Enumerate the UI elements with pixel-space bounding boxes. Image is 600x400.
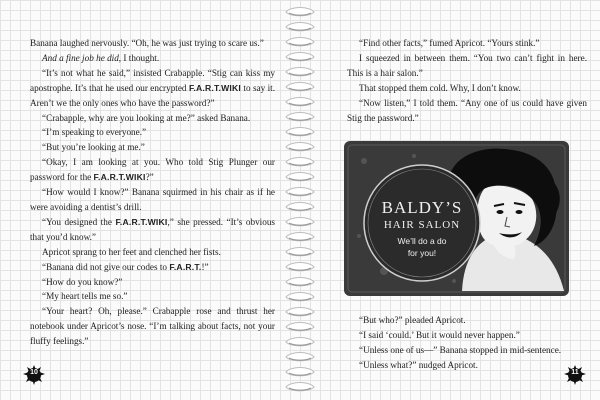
text-run: “Your heart? Oh, please.” Crabapple rose and thrust her notebook under Apricot’s nose. “I’m talking about facts, not your fluffy feelings.”	[30, 306, 275, 347]
baldys-salon-ad	[344, 141, 569, 296]
left-page	[0, 0, 290, 400]
ad-title-line1: BALDY’S	[381, 198, 463, 217]
paragraph	[347, 51, 587, 81]
text-run: I squeezed in between them. “You two can’t fight in here. This is a hair salon.”	[347, 52, 587, 78]
text-run: “Crabapple, why are you looking at me?” asked Banana.	[42, 112, 251, 123]
text-run: “My heart tells me so.”	[42, 291, 128, 302]
text-run: “How would I know?” Banana squirmed in his chair as if he were avoiding a dentist’s drill.	[30, 187, 275, 212]
text-run: “Unless one of us—” Banana stopped in mid-sentence.	[359, 344, 562, 355]
text-run: “But you’re looking at me.”	[42, 142, 145, 153]
right-page-text-bottom	[347, 313, 587, 373]
bold-term: F.A.R.T.	[169, 261, 202, 272]
right-page-text-top	[347, 36, 587, 125]
text-run: “But who?” pleaded Apricot.	[359, 315, 466, 325]
paragraph	[30, 111, 275, 126]
text-run: ?”	[145, 172, 154, 183]
paragraph	[30, 260, 275, 275]
text-run: “Find other facts,” fumed Apricot. “Yours stink.”	[359, 38, 540, 48]
paragraph	[347, 328, 587, 343]
paragraph	[347, 343, 587, 358]
text-run: ,” she pressed. “It’s obvious that you’d know.”	[30, 216, 275, 242]
text-run: That stopped them cold. Why, I don’t know.	[359, 82, 521, 93]
paragraph	[347, 96, 587, 126]
text-run: “Banana did not give our codes to	[42, 261, 170, 272]
paragraph	[30, 51, 275, 66]
bold-term: F.A.R.T.WIKI	[93, 172, 146, 183]
paragraph	[30, 275, 275, 290]
text-run: “It’s not what he said,” insisted Crabapple. “Stig can kiss my apostrophe. It’s that he used our encrypted	[30, 67, 275, 93]
text-run: “Now listen,” I told them. “Any one of us could have given Stig the password.”	[347, 97, 587, 123]
page-number-label: 10	[30, 369, 38, 376]
paragraph	[30, 66, 275, 111]
text-run: I thought.	[121, 52, 160, 63]
page-number-right	[563, 363, 587, 387]
text-run: Banana laughed nervously. “Oh, he was just trying to scare us.”	[30, 38, 264, 48]
ad-tagline-line1: We’ll do a do	[397, 236, 447, 246]
paragraph	[347, 358, 587, 373]
page-number-label: 11	[571, 369, 579, 376]
paragraph	[30, 36, 275, 51]
paragraph	[30, 215, 275, 245]
bold-term: F.A.R.T.WIKI	[115, 216, 168, 227]
bold-term: F.A.R.T.WIKI	[188, 82, 241, 93]
text-run: Apricot sprang to her feet and clenched her fists.	[42, 246, 221, 257]
ad-tagline-line2: for you!	[407, 248, 437, 258]
right-page	[310, 0, 600, 400]
text-run: “How do you know?”	[42, 276, 123, 287]
page-number-left	[22, 363, 46, 387]
paragraph	[30, 185, 275, 215]
text-run: “Unless what?” nudged Apricot.	[359, 359, 478, 370]
left-page-text	[30, 36, 275, 349]
text-run: “I’m speaking to everyone.”	[42, 127, 147, 138]
paragraph	[347, 81, 587, 96]
paragraph	[30, 140, 275, 155]
ad-title-line2: HAIR SALON	[383, 219, 461, 231]
text-run: “I said ‘could.’ But it would never happen.”	[359, 329, 520, 340]
text-run: to say it. Aren’t we the only ones who have the password?”	[30, 82, 276, 108]
paragraph	[347, 36, 587, 51]
paragraph	[30, 245, 275, 260]
text-run: !”	[201, 261, 209, 272]
paragraph	[30, 125, 275, 140]
paragraph	[30, 289, 275, 304]
paragraph	[30, 155, 275, 185]
text-run: “Okay, I am looking at you. Who told Stig Plunger our password for the	[30, 157, 275, 183]
italic-text: And a fine job he did,	[42, 52, 122, 63]
text-run: “You designed the	[42, 216, 116, 227]
paragraph	[30, 304, 275, 349]
paragraph	[347, 313, 587, 328]
